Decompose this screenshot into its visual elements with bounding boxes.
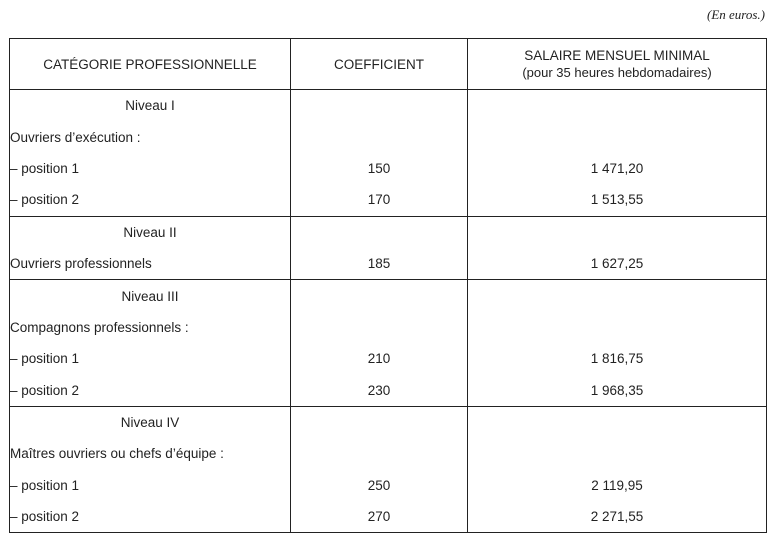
- salary-cell: 1 816,75: [468, 343, 767, 374]
- unit-note: (En euros.): [706, 7, 765, 22]
- coefficient-cell: [291, 90, 468, 122]
- level-label: Niveau IV: [10, 406, 291, 438]
- level-label: Niveau II: [10, 216, 291, 248]
- category-cell: – position 1: [10, 470, 291, 501]
- header-salary-subtitle: (pour 35 heures hebdomadaires): [522, 65, 712, 80]
- salary-cell: 1 513,55: [468, 184, 767, 216]
- coefficient-cell: [291, 312, 468, 343]
- category-cell: Ouvriers professionnels: [10, 248, 291, 280]
- salary-cell: 1 471,20: [468, 153, 767, 184]
- salary-cell: [468, 216, 767, 248]
- coefficient-cell: [291, 280, 468, 312]
- category-cell: Maîtres ouvriers ou chefs d’équipe :: [10, 438, 291, 469]
- table-body: [10, 90, 767, 533]
- salary-cell: 2 119,95: [468, 470, 767, 501]
- category-cell: – position 2: [10, 501, 291, 533]
- coefficient-cell: [291, 438, 468, 469]
- table-row: [10, 121, 767, 152]
- coefficient-cell: 170: [291, 184, 468, 216]
- table-row: [10, 248, 767, 280]
- table-row: [10, 438, 767, 469]
- table-row: [10, 470, 767, 501]
- salary-cell: [468, 90, 767, 122]
- table-row: [10, 343, 767, 374]
- level-row: [10, 90, 767, 122]
- header-salary: [468, 39, 767, 90]
- level-label: Niveau III: [10, 280, 291, 312]
- category-cell: Ouvriers d’exécution :: [10, 121, 291, 152]
- table-header-row: [10, 39, 767, 90]
- level-row: [10, 406, 767, 438]
- coefficient-cell: 210: [291, 343, 468, 374]
- table-row: [10, 153, 767, 184]
- header-category: CATÉGORIE PROFESSIONNELLE: [10, 39, 291, 90]
- header-salary-title: SALAIRE MENSUEL MINIMAL: [524, 48, 710, 63]
- salary-cell: [468, 406, 767, 438]
- category-cell: – position 2: [10, 184, 291, 216]
- category-cell: Compagnons professionnels :: [10, 312, 291, 343]
- salary-cell: [468, 438, 767, 469]
- coefficient-cell: [291, 216, 468, 248]
- level-row: [10, 280, 767, 312]
- coefficient-cell: 230: [291, 375, 468, 407]
- category-cell: – position 1: [10, 343, 291, 374]
- salary-cell: 2 271,55: [468, 501, 767, 533]
- table-row: [10, 184, 767, 216]
- level-label: Niveau I: [10, 90, 291, 122]
- coefficient-cell: [291, 406, 468, 438]
- coefficient-cell: 250: [291, 470, 468, 501]
- salary-cell: [468, 312, 767, 343]
- category-cell: – position 1: [10, 153, 291, 184]
- table-row: [10, 375, 767, 407]
- header-coefficient: COEFFICIENT: [291, 39, 468, 90]
- salary-cell: [468, 280, 767, 312]
- table-row: [10, 312, 767, 343]
- salary-cell: 1 627,25: [468, 248, 767, 280]
- level-row: [10, 216, 767, 248]
- table-row: [10, 501, 767, 533]
- coefficient-cell: 270: [291, 501, 468, 533]
- salary-table: [9, 38, 767, 533]
- salary-cell: [468, 121, 767, 152]
- category-cell: – position 2: [10, 375, 291, 407]
- coefficient-cell: 185: [291, 248, 468, 280]
- coefficient-cell: 150: [291, 153, 468, 184]
- salary-cell: 1 968,35: [468, 375, 767, 407]
- coefficient-cell: [291, 121, 468, 152]
